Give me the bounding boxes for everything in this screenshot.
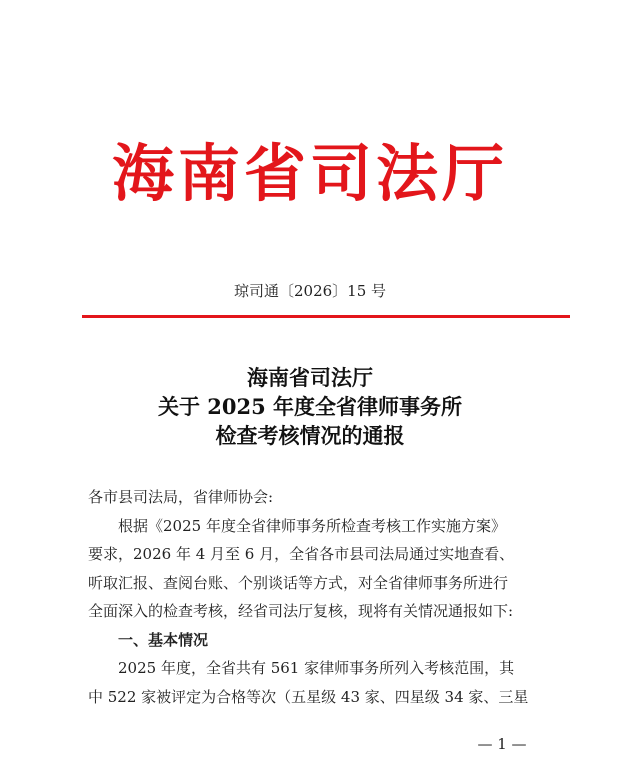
red-separator-line <box>82 315 570 318</box>
page-number: — 1 — <box>477 735 527 753</box>
document-body <box>88 483 558 711</box>
section-heading-basic-situation: 一、基本情况 <box>118 630 209 649</box>
paragraph-1-line: 听取汇报、查阅台账、个别谈话等方式，对全省律师事务所进行 <box>88 573 509 592</box>
document-number: 琼司通〔2026〕15 号 <box>233 282 387 300</box>
paragraph-2-line: 中 522 家被评定为合格等次（五星级 43 家、四星级 34 家、三星 <box>88 687 529 706</box>
issuer-masthead: 海南省司法厅 <box>111 137 508 210</box>
title-line-subject: 关于 2025 年度全省律师事务所 <box>157 394 463 419</box>
title-line-topic: 检查考核情况的通报 <box>215 423 405 448</box>
paragraph-1-line: 全面深入的检查考核，经省司法厅复核，现将有关情况通报如下: <box>88 602 514 620</box>
salutation: 各市县司法局，省律师协会: <box>88 488 274 506</box>
document-title <box>0 363 620 450</box>
paragraph-2-line: 2025 年度，全省共有 561 家律师事务所列入考核范围，其 <box>118 659 515 677</box>
title-line-issuer: 海南省司法厅 <box>247 365 373 390</box>
paragraph-1-line: 根据《2025 年度全省律师事务所检查考核工作实施方案》 <box>118 516 506 535</box>
paragraph-1-line: 要求，2026 年 4 月至 6 月，全省各市县司法局通过实地查看、 <box>88 545 515 563</box>
